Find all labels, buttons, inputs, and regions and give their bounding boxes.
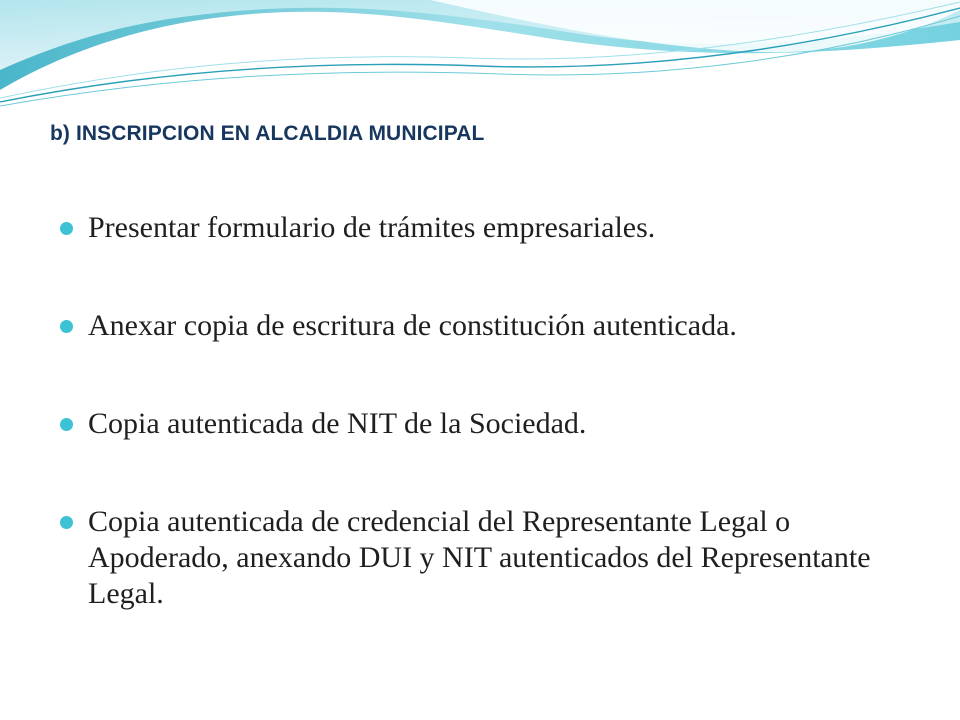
circle-bullet-icon xyxy=(60,320,73,333)
bullet-list xyxy=(60,210,910,612)
circle-bullet-icon xyxy=(60,222,73,235)
bullet-item xyxy=(60,308,910,344)
bullet-text: Anexar copia de escritura de constitución autenticada. xyxy=(88,309,737,342)
bullet-text: Copia autenticada de credencial del Representante Legal o Apoderado, anexando DUI y NIT autenticados del Representante Legal. xyxy=(88,505,871,610)
bullet-item xyxy=(60,406,910,442)
header-wave-decoration xyxy=(0,0,960,120)
bullet-text: Copia autenticada de NIT de la Sociedad. xyxy=(88,407,587,440)
circle-bullet-icon xyxy=(60,516,73,529)
circle-bullet-icon xyxy=(60,418,73,431)
bullet-item xyxy=(60,504,910,612)
bullet-text: Presentar formulario de trámites empresariales. xyxy=(88,211,656,244)
bullet-item xyxy=(60,210,910,246)
slide-title: b) INSCRIPCION EN ALCALDIA MUNICIPAL xyxy=(50,122,485,145)
